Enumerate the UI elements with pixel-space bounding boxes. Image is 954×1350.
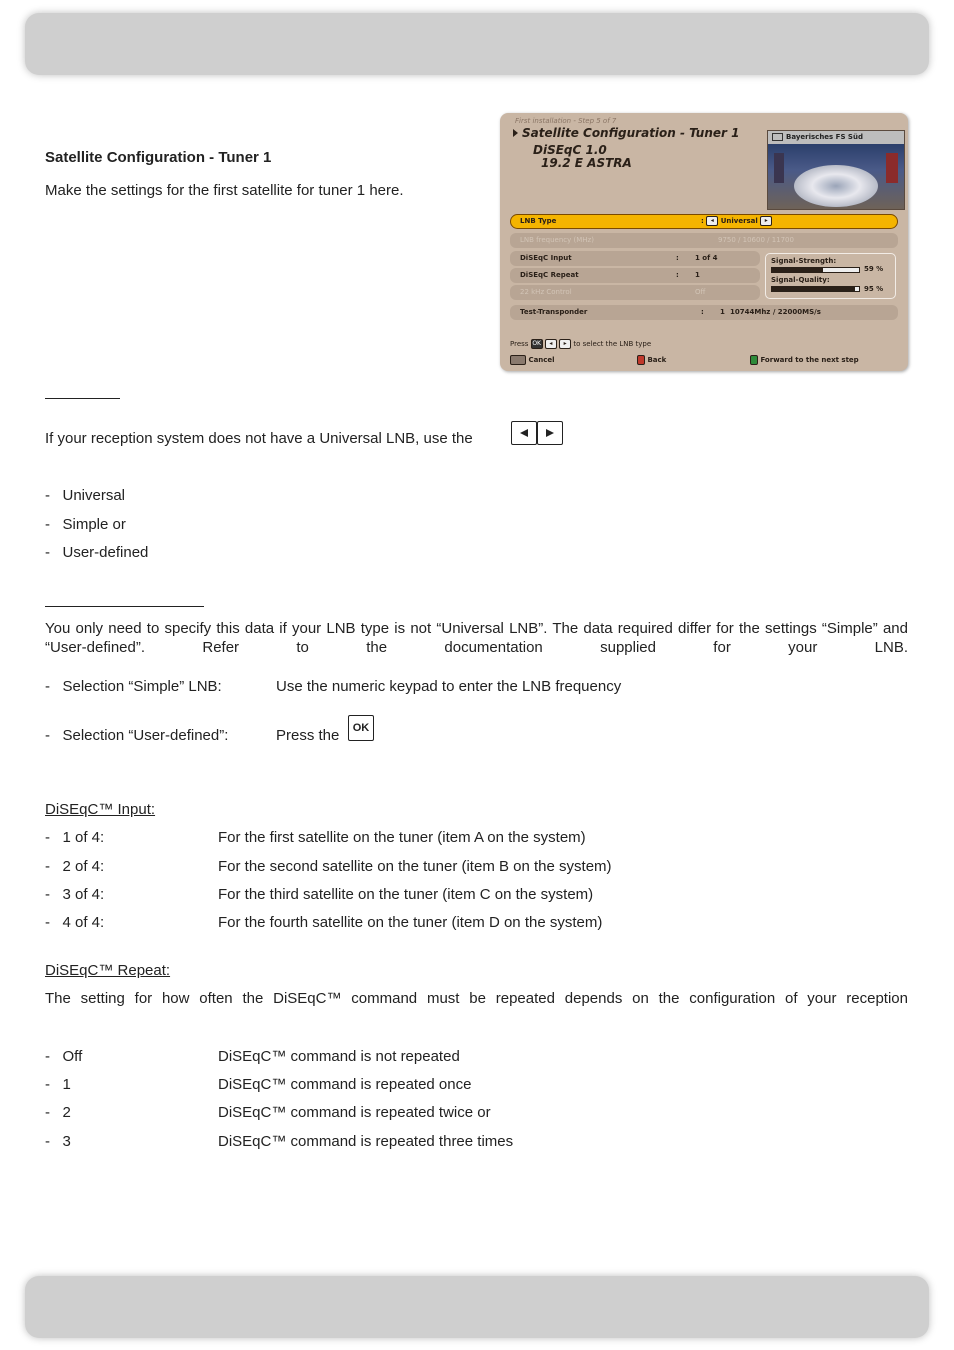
signal-quality-value: 95 % — [864, 285, 884, 293]
signal-quality-label: Signal-Quality: — [771, 276, 830, 284]
lnb-option: - Universal — [45, 487, 126, 504]
screen-title-text: Satellite Configuration - Tuner 1 — [522, 126, 740, 140]
lnb-type-value-text: Universal — [720, 217, 758, 225]
signal-strength-label: Signal-Strength: — [771, 257, 837, 265]
screen-diseqc: DiSEqC 1.0 — [533, 143, 607, 157]
diseqc-input-heading: DiSEqC™ Input: — [45, 801, 156, 818]
list-item-desc: DiSEqC™ command is repeated twice or — [218, 1104, 491, 1121]
lnb-frequency-label: LNB frequency (MHz) — [520, 236, 594, 244]
tv-screenshot — [500, 113, 908, 371]
help-select: to select the LNB type — [573, 340, 652, 348]
screen-breadcrumb: First installation - Step 5 of 7 — [515, 117, 617, 125]
cancel-hint — [510, 355, 555, 365]
arrow-left-icon: ◂ — [706, 216, 718, 226]
lnb-option: - User-defined — [45, 544, 149, 561]
lnb-heading-rule — [45, 398, 120, 399]
list-item: - 4 of 4: — [45, 914, 105, 931]
simple-desc: Use the numeric keypad to enter the LNB frequency — [276, 678, 622, 695]
arrow-left-key-icon — [511, 421, 537, 445]
signal-strength-bar — [771, 267, 860, 273]
arrow-right-key-icon — [537, 421, 563, 445]
back-hint — [637, 355, 666, 365]
section-intro: Make the settings for the first satellite for tuner 1 here. — [45, 182, 404, 199]
diseqc-repeat-label: DiSEqC Repeat — [520, 271, 579, 279]
arrow-left-icon: ◂ — [545, 339, 557, 349]
arrow-right-icon: ▸ — [559, 339, 571, 349]
back-text: Back — [647, 356, 667, 364]
ok-key-icon: OK — [532, 340, 541, 347]
lnb-option: - Simple or — [45, 516, 126, 533]
transponder-label: Test-Transponder — [520, 308, 588, 316]
exit-key-icon — [510, 355, 526, 365]
arrow-right-icon: ▸ — [760, 216, 772, 226]
transponder-number: 1 — [720, 308, 725, 316]
user-desc: Press the — [276, 727, 340, 744]
header-bar — [25, 13, 929, 75]
list-item-desc: DiSEqC™ command is not repeated — [218, 1048, 460, 1065]
forward-text: Forward to the next step — [760, 356, 859, 364]
freq-paragraph: You only need to specify this data if your LNB type is not “Universal LNB”. The data required differ for the settings “Simple” and “User-defined”. Refer to the documentation supplied for your LNB. — [45, 620, 908, 656]
list-item: - 1 of 4: — [45, 829, 105, 846]
simple-label: - Selection “Simple” LNB: — [45, 678, 222, 695]
transponder-colon: : — [701, 308, 704, 316]
red-key-icon — [637, 355, 645, 365]
list-item-desc: For the fourth satellite on the tuner (item D on the system) — [218, 914, 603, 931]
list-item-desc: For the second satellite on the tuner (item B on the system) — [218, 858, 612, 875]
list-item: - Off — [45, 1048, 83, 1065]
list-item-desc: DiSEqC™ command is repeated once — [218, 1076, 472, 1093]
diseqc-input-label: DiSEqC Input — [520, 254, 572, 262]
list-item: - 2 — [45, 1104, 71, 1121]
arrow-right-icon — [513, 129, 518, 137]
lnb-frequency-value: 9750 / 10600 / 11700 — [718, 236, 794, 244]
diseqc-repeat-value: 1 — [695, 271, 700, 279]
lnb-text: If your reception system does not have a Universal LNB, use the — [45, 430, 473, 447]
help-line — [510, 339, 651, 349]
help-press: Press — [510, 340, 529, 348]
diseqc-input-value: 1 of 4 — [695, 254, 718, 262]
list-item: - 2 of 4: — [45, 858, 105, 875]
list-item-desc: DiSEqC™ command is repeated three times — [218, 1133, 514, 1150]
transponder-value: 10744Mhz / 22000MS/s — [730, 308, 821, 316]
user-label: - Selection “User-defined”: — [45, 727, 229, 744]
list-item: - 3 of 4: — [45, 886, 105, 903]
lnb-type-label: LNB Type — [520, 217, 557, 225]
green-key-icon — [750, 355, 758, 365]
list-item: - 1 — [45, 1076, 71, 1093]
khz-control-value: Off — [695, 288, 706, 296]
footer-bar — [25, 1276, 929, 1338]
list-item: - 3 — [45, 1133, 71, 1150]
diseqc-repeat-heading: DiSEqC™ Repeat: — [45, 962, 171, 979]
signal-strength-value: 59 % — [864, 265, 884, 273]
section-title: Satellite Configuration - Tuner 1 — [45, 149, 272, 166]
channel-name: Bayerisches FS Süd — [772, 133, 863, 141]
screen-title — [513, 126, 739, 140]
list-item-desc: For the first satellite on the tuner (item A on the system) — [218, 829, 586, 846]
lnb-type-value[interactable]: : ◂ Universal ▸ — [701, 216, 772, 226]
signal-quality-bar — [771, 286, 860, 292]
cancel-text: Cancel — [528, 356, 555, 364]
forward-hint — [750, 355, 859, 365]
freq-heading-rule — [45, 606, 204, 607]
repeat-paragraph: The setting for how often the DiSEqC™ command must be repeated depends on the configuration of your reception — [45, 990, 908, 1007]
screen-satellite: 19.2 E ASTRA — [541, 156, 632, 170]
tv-preview — [767, 130, 905, 210]
khz-control-label: 22 kHz Control — [520, 288, 572, 296]
diseqc-input-colon: : — [676, 254, 679, 262]
diseqc-repeat-colon: : — [676, 271, 679, 279]
ok-key-icon: OK — [348, 715, 374, 741]
list-item-desc: For the third satellite on the tuner (item C on the system) — [218, 886, 594, 903]
